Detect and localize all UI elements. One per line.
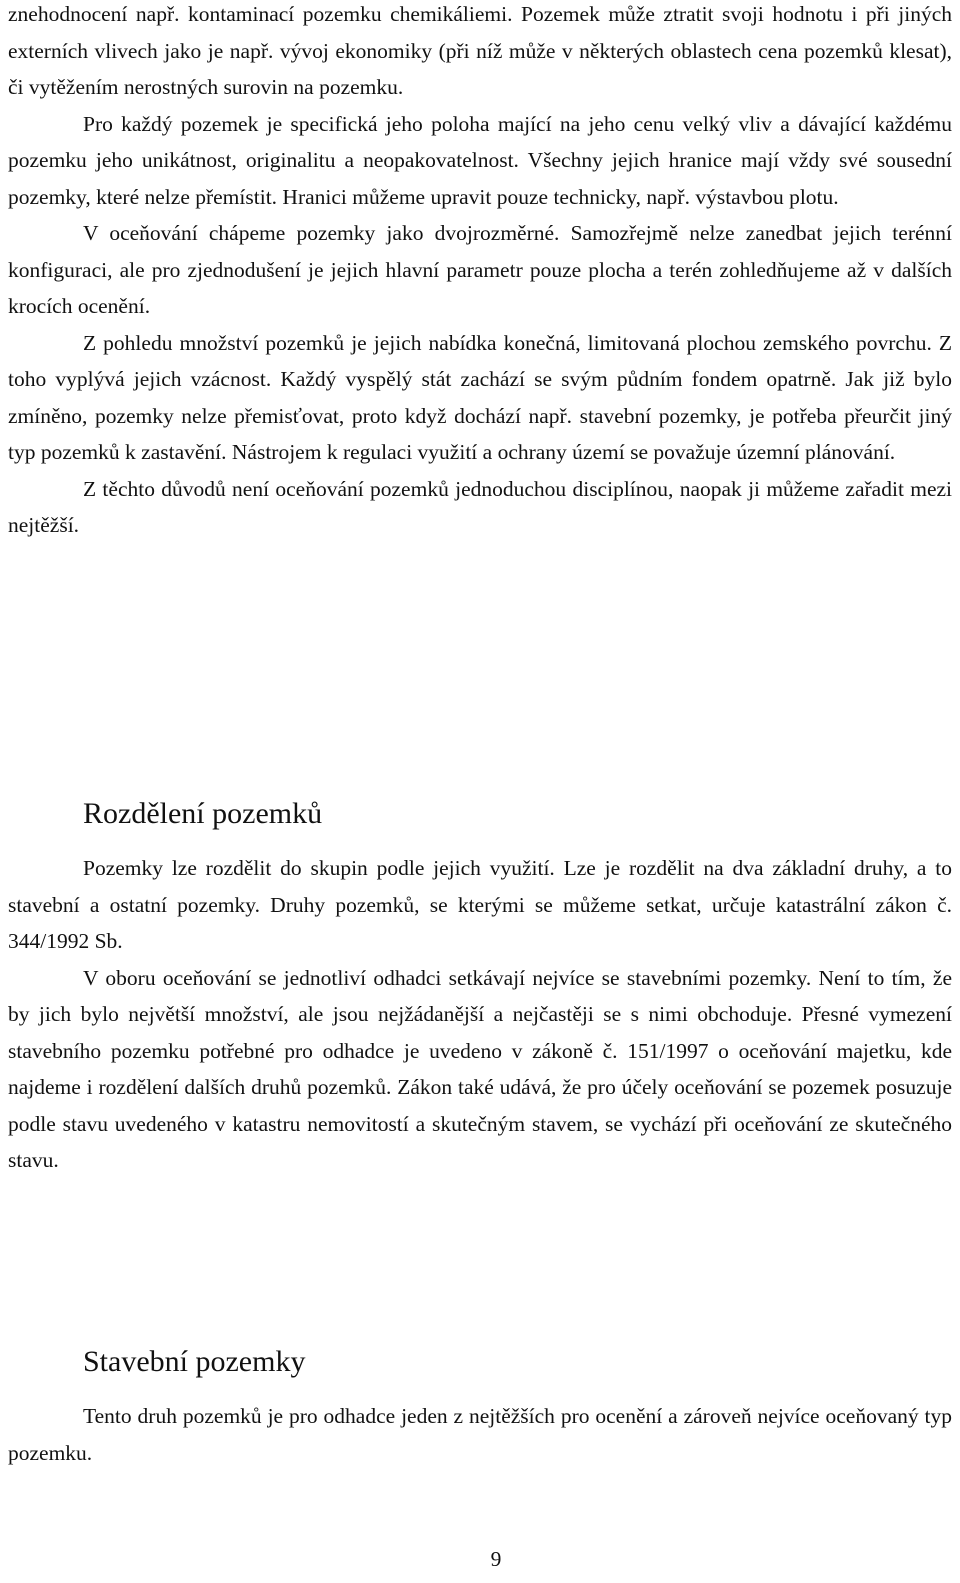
section-heading: Rozdělení pozemků xyxy=(83,797,323,830)
section-heading: Stavební pozemky xyxy=(83,1345,306,1378)
paragraph-building-plots: V oboru oceňování se jednotliví odhadci setkávají nejvíce se stavebními pozemky. Není to tím, že by jich bylo největší množství, ale jsou nejžádanější a nejčastěji se s nimi obchoduje. Přesné vymezení stavebního pozemku potřebné pro odhadce je uvedeno v zákoně č. 151/1997 o oceňování majetku, kde najdeme i rozdělení dalších druhů pozemků. Zákon také udává, že pro účely oceňování se pozemek posuzuje podle stavu uvedeného v katastru nemovitostí a skutečným stavem, se vychází při oceňování ze skutečného stavu. xyxy=(8,965,952,1172)
paragraph-two-dimensional: V oceňování chápeme pozemky jako dvojrozměrné. Samozřejmě nelze zanedbat jejich terénní konfiguraci, ale pro zjednodušení je jejich hlavní parametr pouze plocha a terén zohledňujeme až v dalších krocích ocenění. xyxy=(8,221,952,318)
paragraph-division: Pozemky lze rozdělit do skupin podle jejich využití. Lze je rozdělit na dva základní druhy, a to stavební a ostatní pozemky. Druhy pozemků, se kterými se můžeme setkat, určuje katastrální zákon č. 344/1992 Sb. xyxy=(8,856,952,953)
paragraph-difficulty: Z těchto důvodů není oceňování pozemků jednoduchou disciplínou, naopak ji můžeme zařadit mezi nejtěžší. xyxy=(8,476,952,537)
paragraph-continuation: znehodnocení např. kontaminací pozemku chemikáliemi. Pozemek může ztratit svoji hodnotu i při jiných externích vlivech jako je např. vývoj ekonomiky (při níž může v některých oblastech cena pozemků klesat), či vytěžením nerostných surovin na pozemku. xyxy=(8,2,952,99)
section-rozdeleni xyxy=(8,794,952,1179)
paragraph-location: Pro každý pozemek je specifická jeho poloha mající na jeho cenu velký vliv a dávající každému pozemku jeho unikátnost, originalitu a neopakovatelnost. Všechny jejich hranice mají vždy své sousední pozemky, které nelze přemístit. Hranici můžeme upravit pouze technicky, např. výstavbou plotu. xyxy=(8,111,952,209)
section-stavebni xyxy=(8,1342,952,1471)
intro-text-block xyxy=(8,0,952,544)
paragraph-building-plot-type: Tento druh pozemků je pro odhadce jeden z nejtěžších pro ocenění a zároveň nejvíce oceňovaný typ pozemku. xyxy=(8,1404,952,1465)
page-number: 9 xyxy=(490,1547,502,1571)
paragraph-scarcity: Z pohledu množství pozemků je jejich nabídka konečná, limitovaná plochou zemského povrchu. Z toho vyplývá jejich vzácnost. Každý vyspělý stát zachází se svým půdním fondem opatrně. Jak již bylo zmíněno, pozemky nelze přemisťovat, proto když dochází např. stavební pozemky, je potřeba přeurčit jiný typ pozemků k zastavění. Nástrojem k regulaci využití a ochrany území se považuje územní plánování. xyxy=(8,330,952,464)
